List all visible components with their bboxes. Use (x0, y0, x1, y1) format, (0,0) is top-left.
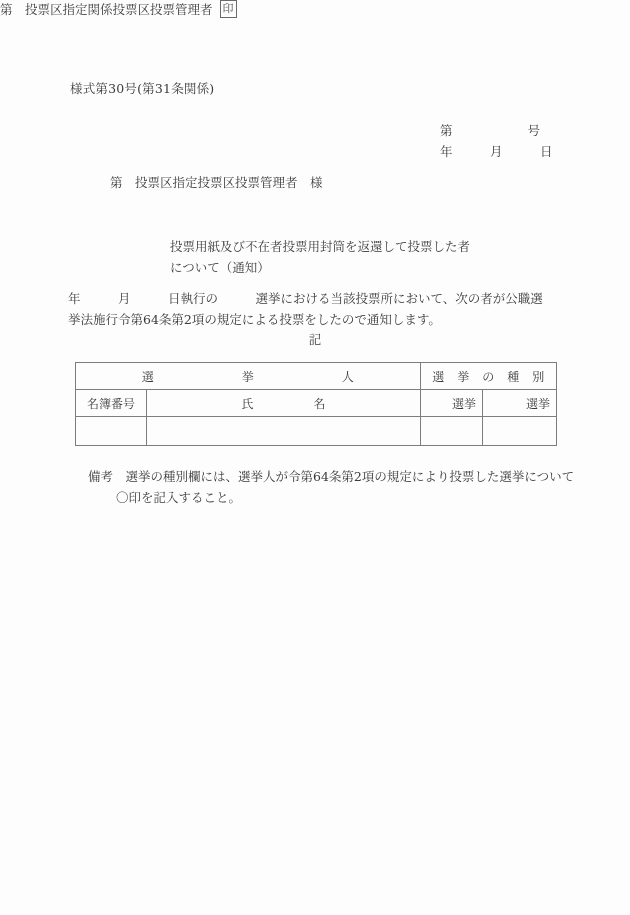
document-date-field: 年 月 日 (440, 144, 553, 159)
addressee-sender-label: 第 投票区指定関係投票区投票管理者 (0, 2, 213, 17)
column-header-roll-number: 名簿番号 (76, 390, 147, 417)
column-header-name: 氏 名 (147, 390, 421, 417)
form-number: 様式第30号(第31条関係) (70, 81, 215, 96)
cell-name[interactable] (147, 417, 421, 446)
body-text (68, 288, 568, 330)
body-line-1: 年 月 日執行の 選挙における当該投票所において、次の者が公職選 (68, 291, 543, 306)
addressee-recipient: 第 投票区指定投票区投票管理者 様 (110, 175, 323, 190)
cell-roll-number[interactable] (76, 417, 147, 446)
cell-election-2[interactable] (483, 417, 557, 446)
remarks-block (88, 466, 575, 508)
subject-block (170, 236, 470, 278)
table-group-header-row (76, 363, 557, 390)
group-header-voter: 選 挙 人 (76, 363, 421, 390)
remarks-line-1: 備考 選挙の種別欄には、選挙人が令第64条第2項の規定により投票した選挙について (88, 469, 575, 484)
column-header-election-1: 選挙 (421, 390, 483, 417)
body-line-2: 挙法施行令第64条第2項の規定による投票をしたので通知します。 (68, 312, 441, 327)
subject-line-2: について（通知） (170, 260, 270, 275)
document-meta-block (440, 120, 553, 162)
remarks-line-2: 〇印を記入すること。 (116, 490, 242, 505)
subject-line-1: 投票用紙及び不在者投票用封筒を返還して投票した者 (170, 239, 471, 254)
table-column-header-row (76, 390, 557, 417)
seal-stamp-icon: 印 (220, 0, 237, 18)
table-row (76, 417, 557, 446)
notice-table (75, 362, 557, 446)
cell-election-1[interactable] (421, 417, 483, 446)
addressee-sender (0, 0, 630, 18)
column-header-election-2: 選挙 (483, 390, 557, 417)
document-number-field: 第 号 (440, 123, 541, 138)
group-header-election-type: 選 挙 の 種 別 (421, 363, 557, 390)
ki-marker: 記 (308, 332, 322, 347)
